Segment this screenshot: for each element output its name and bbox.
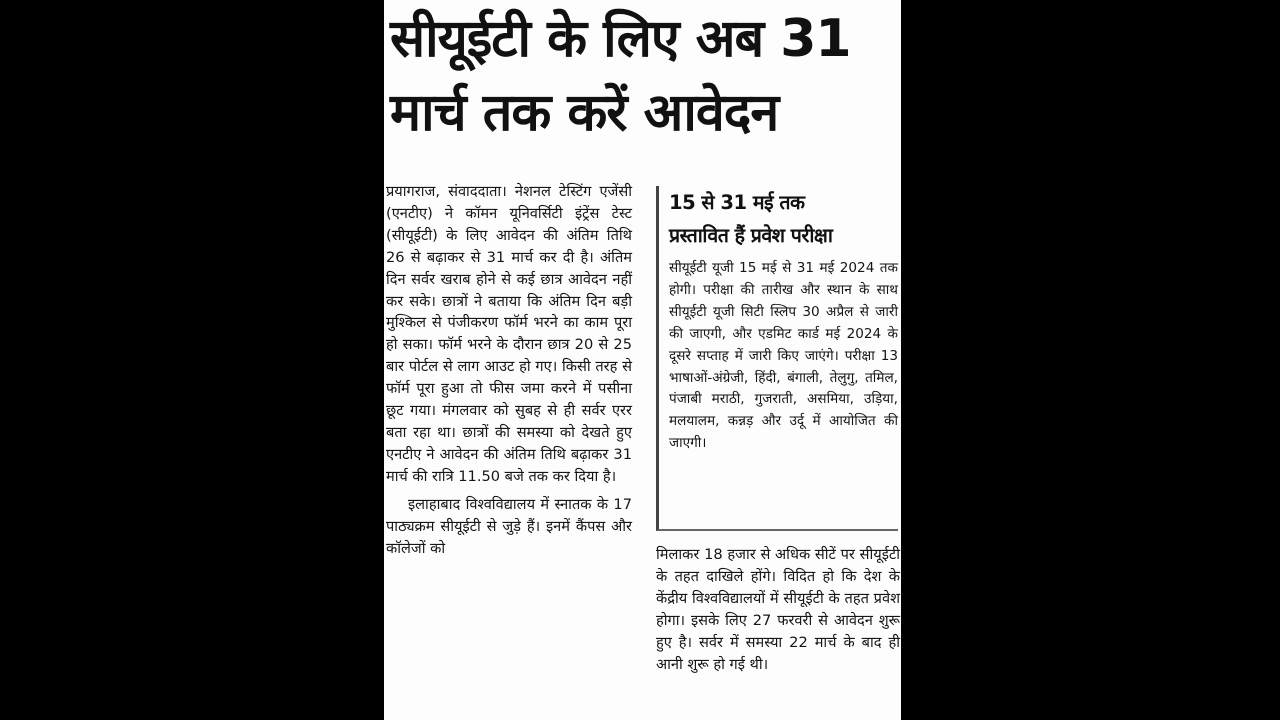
headline bbox=[390, 2, 895, 150]
article-paragraph-1: प्रयागराज, संवाददाता। नेशनल टेस्टिंग एजेंसी (एनटीए) ने कॉमन यूनिवर्सिटी इंट्रेंस टेस्ट (सीयूईटी) के लिए आवेदन की अंतिम तिथि 26 से बढ़ाकर से 31 मार्च कर दी है। अंतिम दिन सर्वर खराब होने से कई छात्र आवेदन नहीं कर सके। छात्रों ने बताया कि अंतिम दिन बड़ी मुश्किल से पंजीकरण फॉर्म भरने का काम पूरा हो सका। फॉर्म भरने के दौरान छात्र 20 से 25 बार पोर्टल से लाग आउट हो गए। किसी तरह से फॉर्म पूरा हुआ तो फीस जमा करने में पसीना छूट गया। मंगलवार को सुबह से ही सर्वर एरर बता रहा था। छात्रों की समस्या को देखते हुए एनटीए ने आवेदन की अंतिम तिथि बढ़ाकर 31 मार्च की रात्रि 11.50 बजे तक कर दिया है। bbox=[386, 183, 632, 485]
newspaper-clipping bbox=[384, 0, 901, 720]
exam-info-box-title-line-1: 15 से 31 मई तक bbox=[669, 191, 805, 214]
exam-info-box-text: सीयूईटी यूजी 15 मई से 31 मई 2024 तक होगी। परीक्षा की तारीख और स्थान के साथ सीयूईटी यूजी सिटी स्लिप 30 अप्रैल से जारी की जाएगी, और एडमिट कार्ड मई 2024 के दूसरे सप्ताह में जारी किए जाएंगे। परीक्षा 13 भाषाओं-अंग्रेजी, हिंदी, बंगाली, तेलुगु, तमिल, पंजाबी मराठी, गुजराती, असमिया, उड़िया, मलयालम, कन्नड़ और उर्दू में आयोजित की जाएगी। bbox=[669, 260, 898, 452]
article-body-left-column bbox=[386, 181, 632, 559]
exam-info-box-title bbox=[669, 186, 898, 252]
exam-info-box bbox=[656, 186, 898, 531]
article-paragraph-continued: मिलाकर 18 हजार से अधिक सीटें पर सीयूईटी के तहत दाखिले होंगे। विदित हो कि देश के केंद्रीय विश्वविद्यालयों में सीयूईटी के तहत प्रवेश होगा। इसके लिए 27 फरवरी से आवेदन शुरू हुए है। सर्वर में समस्या 22 मार्च के बाद ही आनी शुरू हो गई थी। bbox=[656, 546, 900, 673]
article-paragraph-2: इलाहाबाद विश्वविद्यालय में स्नातक के 17 पाठ्यक्रम सीयूईटी से जुड़े हैं। इनमें कैंपस और कॉलेजों को bbox=[386, 495, 632, 557]
exam-info-box-title-line-2: प्रस्तावित हैं प्रवेश परीक्षा bbox=[669, 224, 833, 247]
article-body-right-column bbox=[656, 544, 900, 676]
headline-line-1: सीयूईटी के लिए अब 31 bbox=[390, 9, 851, 69]
headline-line-2: मार्च तक करें आवेदन bbox=[390, 83, 779, 143]
